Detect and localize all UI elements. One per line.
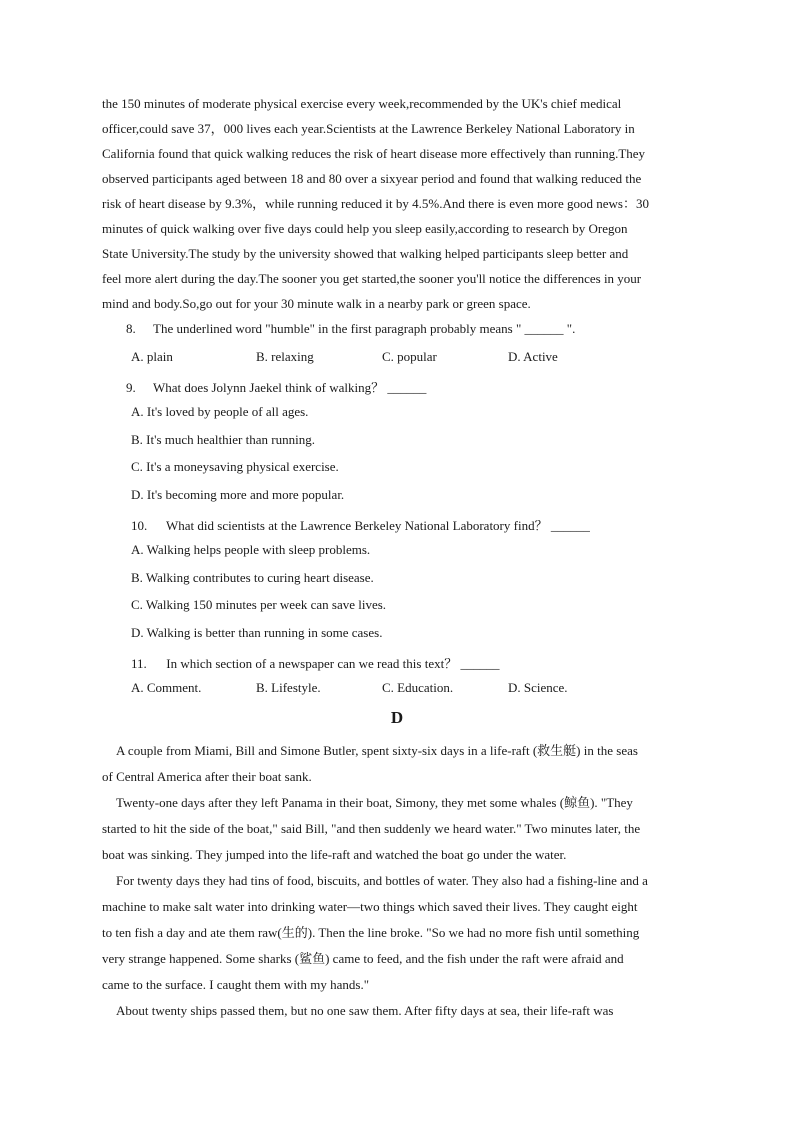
option-d: D. Walking is better than running in some cases. (131, 625, 383, 640)
option-c: C. popular (382, 349, 437, 364)
question-text: The underlined word "humble" in the first paragraph probably means " ______ ". (153, 321, 576, 336)
passage-line: For twenty days they had tins of food, biscuits, and bottles of water. They also had a fishing-line and a (116, 873, 648, 888)
passage-line: State University.The study by the university showed that walking helped participants sleep better and (102, 246, 629, 261)
question-number: 9. (126, 380, 136, 395)
option-a: A. Comment. (131, 680, 202, 695)
question-number: 8. (126, 321, 136, 336)
option-a: A. It's loved by people of all ages. (131, 404, 309, 419)
question-number: 11. (131, 656, 147, 671)
passage-line: observed participants aged between 18 and 80 over a sixyear period and found that walking reduced the (102, 171, 642, 186)
passage-line: officer,could save 37，000 lives each year.Scientists at the Lawrence Berkeley National Laboratory in (102, 121, 635, 136)
question-text: What did scientists at the Lawrence Berkeley National Laboratory find？ ______ (166, 518, 590, 533)
option-c: C. Walking 150 minutes per week can save lives. (131, 597, 387, 612)
passage-line: risk of heart disease by 9.3%，while running reduced it by 4.5%.And there is even more good news：30 (102, 196, 649, 211)
question-9 (126, 377, 426, 396)
passage-line: mind and body.So,go out for your 30 minute walk in a nearby park or green space. (102, 296, 531, 311)
option-d: D. Active (508, 349, 558, 364)
option-b: B. It's much healthier than running. (131, 432, 315, 447)
passage-line: California found that quick walking reduces the risk of heart disease more effectively than running.They (102, 146, 646, 161)
question-number: 10. (131, 518, 148, 533)
passage-line: to ten fish a day and ate them raw(生的). Then the line broke. "So we had no more fish until something (102, 925, 640, 940)
passage-line: of Central America after their boat sank. (102, 769, 312, 784)
passage-line: very strange happened. Some sharks (鲨鱼) came to feed, and the fish under the raft were afraid and (102, 951, 624, 966)
passage-line: minutes of quick walking over five days could help you sleep easily,according to research by Oregon (102, 221, 628, 236)
question-10 (131, 515, 590, 534)
option-d: D. Science. (508, 680, 568, 695)
option-a: A. plain (131, 349, 173, 364)
passage-c-tail (102, 91, 694, 316)
option-d: D. It's becoming more and more popular. (131, 487, 345, 502)
option-a: A. Walking helps people with sleep problems. (131, 542, 371, 557)
passage-line: boat was sinking. They jumped into the life-raft and watched the boat go under the water. (102, 847, 567, 862)
question-text: In which section of a newspaper can we read this text？ ______ (166, 656, 500, 671)
question-11 (131, 653, 499, 672)
passage-line: feel more alert during the day.The sooner you get started,the sooner you'll notice the differences in your (102, 271, 642, 286)
passage-line: started to hit the side of the boat," said Bill, "and then suddenly we heard water." Two minutes later, the (102, 821, 641, 836)
question-text: What does Jolynn Jaekel think of walking？ ______ (153, 380, 427, 395)
option-c: C. Education. (382, 680, 454, 695)
passage-line: Twenty-one days after they left Panama in their boat, Simony, they met some whales (鲸鱼). "They (116, 795, 633, 810)
option-b: B. Walking contributes to curing heart disease. (131, 570, 374, 585)
passage-d (102, 738, 694, 1024)
option-b: B. relaxing (256, 349, 314, 364)
passage-line: machine to make salt water into drinking water—two things which saved their lives. They caught eight (102, 899, 638, 914)
passage-line: About twenty ships passed them, but no one saw them. After fifty days at sea, their life-raft was (116, 1003, 614, 1018)
option-b: B. Lifestyle. (256, 680, 321, 695)
section-heading: D (390, 708, 404, 727)
option-c: C. It's a moneysaving physical exercise. (131, 459, 339, 474)
passage-line: came to the surface. I caught them with my hands." (102, 977, 370, 992)
passage-line: the 150 minutes of moderate physical exercise every week,recommended by the UK's chief medical (102, 96, 622, 111)
passage-line: A couple from Miami, Bill and Simone Butler, spent sixty-six days in a life-raft (救生艇) in the seas (116, 743, 638, 758)
question-8 (126, 321, 575, 337)
